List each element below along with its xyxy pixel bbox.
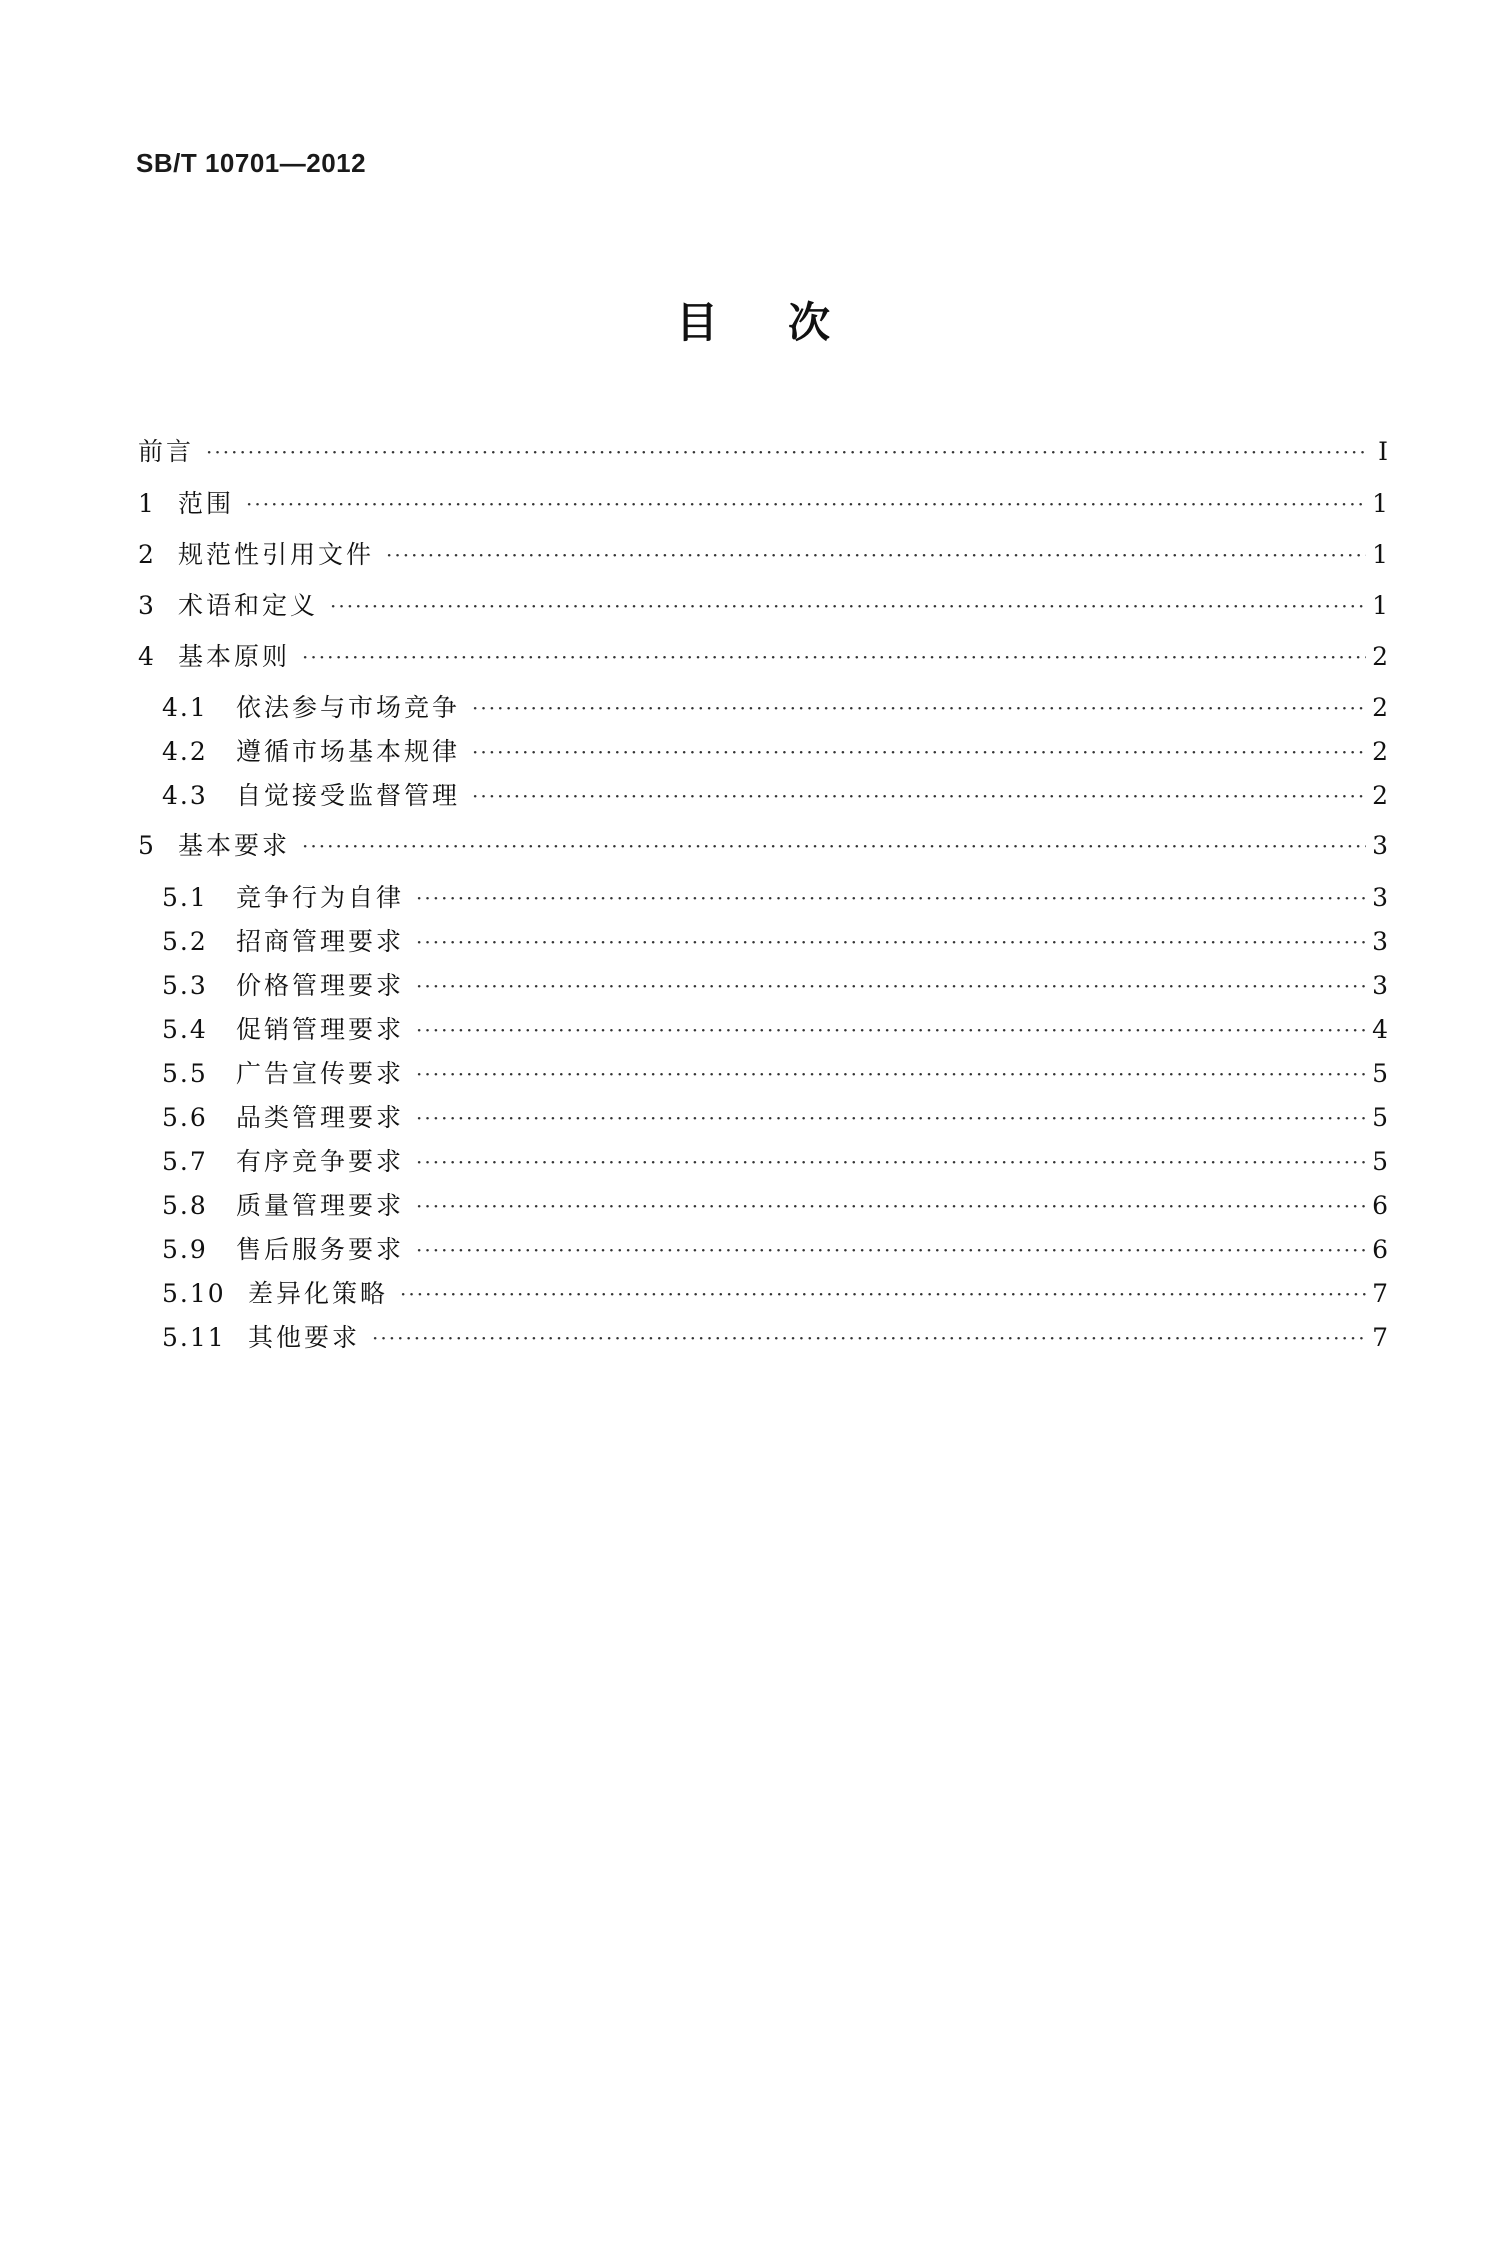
toc-entry-page: 2 <box>1372 693 1388 722</box>
toc-entry-page: 1 <box>1372 489 1388 518</box>
toc-entry-number: 5.7 <box>162 1147 208 1176</box>
toc-entry-label: 有序竞争要求 <box>236 1147 405 1176</box>
toc-entry[interactable] <box>138 768 1388 812</box>
toc-entry[interactable] <box>138 520 1388 571</box>
toc-entry-number: 5 <box>138 831 156 860</box>
toc-leader-dots <box>416 1146 1366 1178</box>
toc-entry-label: 规范性引用文件 <box>178 540 375 569</box>
toc-entry-label: 范围 <box>178 489 235 518</box>
toc-entry-number: 4.3 <box>162 781 208 810</box>
toc-entry-page: 7 <box>1372 1323 1388 1352</box>
toc-entry-number: 5.8 <box>162 1191 208 1220</box>
toc-entry-page: 6 <box>1372 1191 1388 1220</box>
toc-entry-label: 品类管理要求 <box>236 1103 405 1132</box>
toc-entry[interactable] <box>138 914 1388 958</box>
toc-entry[interactable] <box>138 673 1388 724</box>
toc-entry-number: 5.4 <box>162 1015 208 1044</box>
toc-entry-label: 其他要求 <box>248 1323 361 1352</box>
toc-entry-page: 3 <box>1372 927 1388 956</box>
toc-entry-label: 价格管理要求 <box>236 971 405 1000</box>
toc-entry-label: 术语和定义 <box>178 591 319 620</box>
toc-entry[interactable] <box>138 862 1388 914</box>
toc-leader-dots <box>206 436 1366 468</box>
toc-entry[interactable] <box>138 812 1388 862</box>
toc-entry-page: 5 <box>1372 1147 1388 1176</box>
toc-leader-dots <box>416 970 1366 1002</box>
toc-entry[interactable] <box>138 1002 1388 1046</box>
toc-entry-label: 遵循市场基本规律 <box>236 737 461 766</box>
toc-entry-number: 5.5 <box>162 1059 208 1088</box>
toc-entry-label: 前言 <box>138 437 195 466</box>
toc-entry-label: 质量管理要求 <box>236 1191 405 1220</box>
toc-entry-page: 5 <box>1372 1103 1388 1132</box>
toc-leader-dots <box>472 736 1366 768</box>
toc-entry[interactable] <box>138 1090 1388 1134</box>
toc-entry-label: 售后服务要求 <box>236 1235 405 1264</box>
toc-leader-dots <box>416 1014 1366 1046</box>
toc-entry-number: 5.1 <box>162 883 208 912</box>
table-of-contents <box>138 426 1388 1354</box>
toc-entry-foreword[interactable] <box>138 426 1388 468</box>
toc-entry-number: 4 <box>138 642 156 671</box>
toc-leader-dots <box>472 692 1366 724</box>
toc-leader-dots <box>302 641 1366 673</box>
toc-entry-label: 基本原则 <box>178 642 291 671</box>
toc-entry-page: 3 <box>1372 971 1388 1000</box>
toc-leader-dots <box>372 1322 1366 1354</box>
toc-entry[interactable] <box>138 1222 1388 1266</box>
toc-entry-number: 1 <box>138 489 156 518</box>
toc-entry-number: 5.6 <box>162 1103 208 1132</box>
toc-leader-dots <box>386 539 1366 571</box>
toc-leader-dots <box>330 590 1366 622</box>
toc-entry-number: 5.3 <box>162 971 208 1000</box>
toc-title: 目次 <box>675 298 900 347</box>
toc-entry-number: 4.2 <box>162 737 208 766</box>
toc-entry[interactable] <box>138 724 1388 768</box>
toc-leader-dots <box>416 1102 1366 1134</box>
toc-leader-dots <box>416 1234 1366 1266</box>
toc-entry-page: 4 <box>1372 1015 1388 1044</box>
toc-entry[interactable] <box>138 1134 1388 1178</box>
toc-entry-page: 1 <box>1372 540 1388 569</box>
toc-entry-page: 3 <box>1372 883 1388 912</box>
toc-entry-page: 2 <box>1372 642 1388 671</box>
toc-entry-number: 5.9 <box>162 1235 208 1264</box>
toc-leader-dots <box>246 488 1366 520</box>
toc-entry-page: 2 <box>1372 781 1388 810</box>
toc-entry-page: Ⅰ <box>1378 437 1388 466</box>
toc-entry[interactable] <box>138 1266 1388 1310</box>
toc-entry[interactable] <box>138 1178 1388 1222</box>
toc-leader-dots <box>302 830 1366 862</box>
toc-entry-number: 5.2 <box>162 927 208 956</box>
toc-entry-label: 竞争行为自律 <box>236 883 405 912</box>
toc-entry-page: 1 <box>1372 591 1388 620</box>
toc-entry-page: 5 <box>1372 1059 1388 1088</box>
toc-entry[interactable] <box>138 622 1388 673</box>
toc-entry[interactable] <box>138 571 1388 622</box>
toc-entry-number: 5.11 <box>162 1323 226 1352</box>
toc-entry[interactable] <box>138 1310 1388 1354</box>
toc-entry-page: 3 <box>1372 831 1388 860</box>
toc-entry-number: 5.10 <box>162 1279 226 1308</box>
toc-entry-page: 6 <box>1372 1235 1388 1264</box>
toc-leader-dots <box>416 1058 1366 1090</box>
toc-entry-label: 自觉接受监督管理 <box>236 781 461 810</box>
toc-leader-dots <box>472 780 1366 812</box>
toc-leader-dots <box>416 882 1366 914</box>
toc-entry[interactable] <box>138 468 1388 520</box>
toc-entry-page: 7 <box>1372 1279 1388 1308</box>
toc-entry-label: 促销管理要求 <box>236 1015 405 1044</box>
toc-entry-label: 广告宣传要求 <box>236 1059 405 1088</box>
toc-entry-number: 3 <box>138 591 156 620</box>
toc-entry-label: 招商管理要求 <box>236 927 405 956</box>
toc-leader-dots <box>416 926 1366 958</box>
toc-entry-label: 依法参与市场竞争 <box>236 693 461 722</box>
toc-entry[interactable] <box>138 1046 1388 1090</box>
toc-entry-page: 2 <box>1372 737 1388 766</box>
standard-code: SB/T 10701—2012 <box>136 148 367 178</box>
toc-entry[interactable] <box>138 958 1388 1002</box>
toc-entry-label: 差异化策略 <box>248 1279 389 1308</box>
toc-entry-label: 基本要求 <box>178 831 291 860</box>
toc-leader-dots <box>400 1278 1366 1310</box>
toc-entry-number: 4.1 <box>162 693 208 722</box>
toc-leader-dots <box>416 1190 1366 1222</box>
toc-entry-number: 2 <box>138 540 156 569</box>
